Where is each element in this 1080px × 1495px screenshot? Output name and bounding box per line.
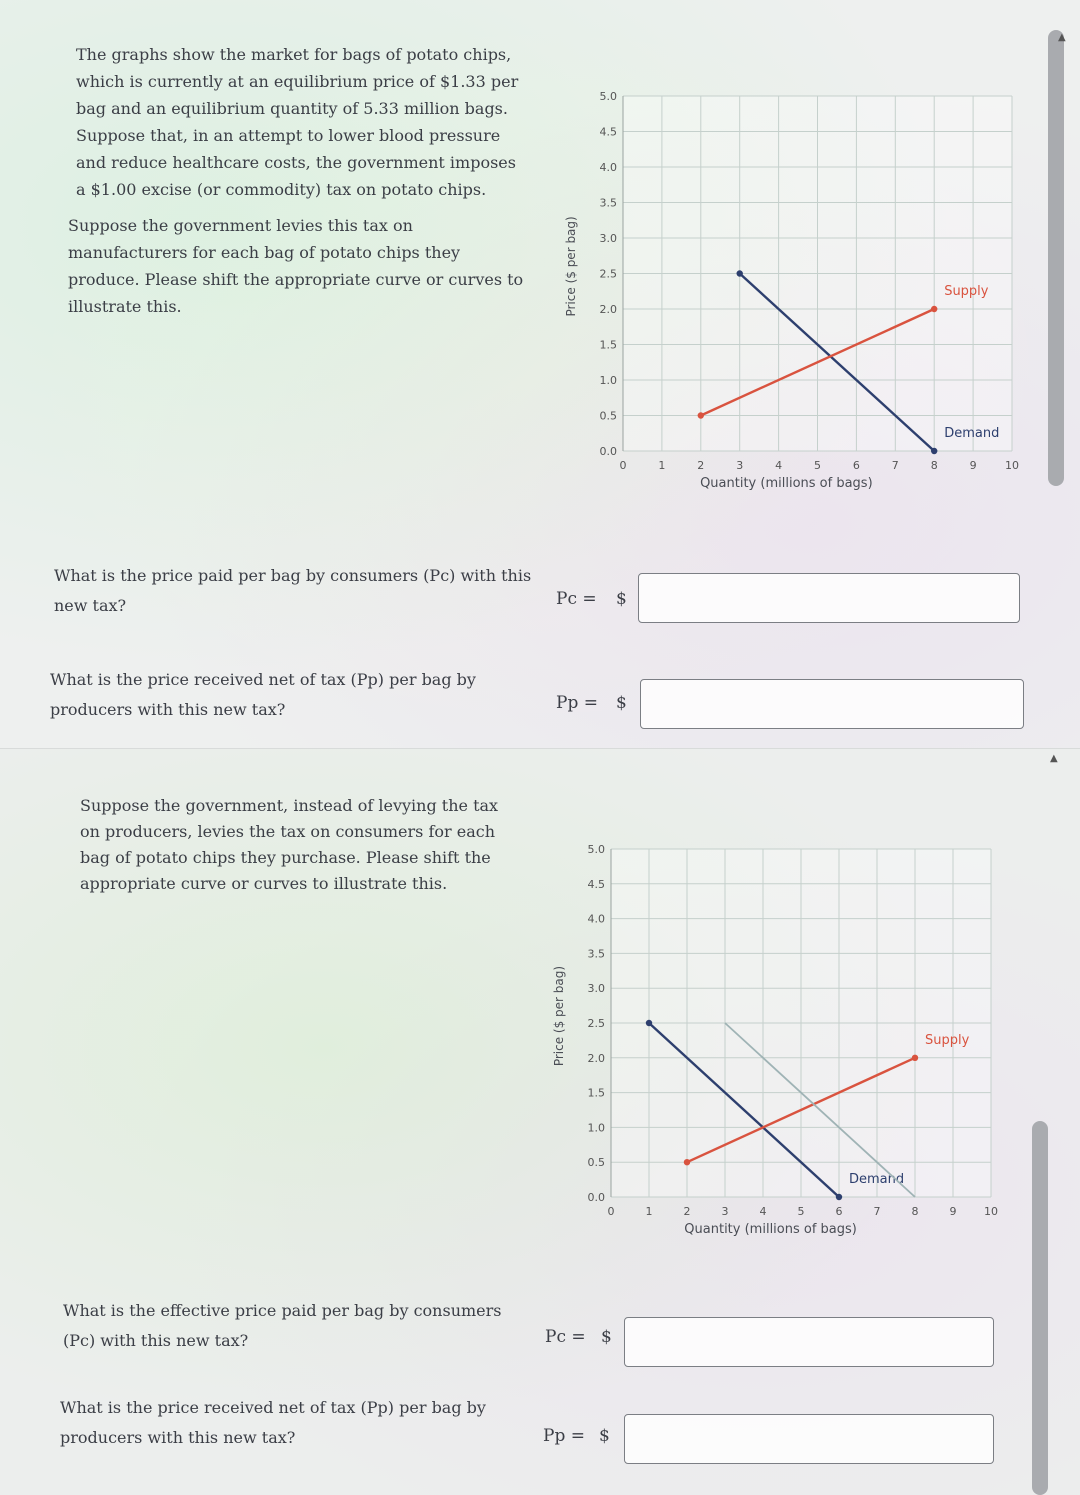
x-tick-label: 8: [930, 459, 938, 472]
dollar-sign: $: [616, 589, 627, 609]
x-tick-label: 5: [814, 459, 821, 472]
question-consumer-price: What is the price paid per bag by consumers (Pc) with this new tax?: [54, 566, 532, 615]
x-tick-label: 2: [683, 1205, 691, 1218]
supply-point: [912, 1055, 918, 1061]
scroll-up-icon[interactable]: ▲: [1058, 32, 1066, 43]
x-tick-label: 3: [736, 459, 744, 472]
consumer-price-input[interactable]: [624, 1317, 994, 1367]
supply-point: [931, 306, 937, 312]
y-tick-label: 2.5: [599, 267, 617, 281]
question-consumer-price: What is the effective price paid per bag by consumers (Pc) with this new tax?: [63, 1301, 502, 1350]
instruction-paragraph: Suppose the government, instead of levying the tax on producers, levies the tax on consumers for each bag of potato chips they purchase. Please shift the appropriate curve or curves to illustrate this.: [80, 796, 499, 893]
intro-paragraph: The graphs show the market for bags of potato chips, which is currently at an equilibrium price of $1.33 per bag and an equilibrium quantity of 5.33 million bags. Suppose that, in an attempt to lower blood pressure and reduce healthcare costs, the government imposes a $1.00 excise (or commodity) tax on potato chips.: [76, 45, 519, 199]
pp-label: Pp =: [543, 1426, 585, 1446]
dollar-sign: $: [599, 1426, 610, 1446]
y-axis-label: Price ($ per bag): [552, 965, 566, 1067]
x-tick-label: 1: [645, 1205, 653, 1218]
demand-point: [836, 1194, 842, 1200]
y-tick-label: 3.0: [599, 232, 617, 245]
y-tick-label: 0.0: [599, 445, 617, 458]
y-tick-label: 1.5: [599, 338, 617, 352]
supply-demand-chart-2[interactable]: [552, 837, 1015, 1247]
plot-area: [552, 843, 998, 1237]
consumer-price-input[interactable]: [638, 573, 1020, 623]
y-tick-label: 2.0: [599, 303, 617, 316]
y-tick-label: 0.0: [587, 1191, 605, 1204]
y-tick-label: 3.5: [587, 947, 605, 961]
y-tick-label: 3.5: [599, 196, 617, 210]
pc-label: Pc =: [545, 1327, 586, 1347]
y-tick-label: 4.5: [599, 125, 617, 139]
x-axis-label: Quantity (millions of bags): [700, 476, 873, 491]
demand-point: [646, 1020, 652, 1026]
scrollbar-thumb[interactable]: [1032, 1121, 1048, 1495]
y-tick-label: 5.0: [599, 90, 617, 103]
supply-point: [698, 412, 704, 418]
y-axis-label: Price ($ per bag): [564, 216, 578, 317]
dollar-sign: $: [601, 1327, 612, 1347]
y-tick-label: 3.0: [587, 982, 605, 996]
x-tick-label: 4: [775, 459, 783, 472]
y-tick-label: 5.0: [587, 843, 605, 856]
x-tick-label: 5: [797, 1205, 805, 1218]
question-panel-consumer-tax: [0, 749, 1080, 1495]
supply-point: [684, 1159, 690, 1165]
x-tick-label: 9: [969, 459, 977, 472]
pp-label: Pp =: [556, 693, 598, 713]
supply-label: Supply: [944, 284, 989, 299]
x-tick-label: 7: [873, 1205, 881, 1218]
plot-area: [564, 90, 1019, 491]
y-tick-label: 2.5: [587, 1017, 605, 1030]
dollar-sign: $: [616, 693, 627, 713]
demand-label: Demand: [849, 1172, 905, 1187]
x-tick-label: 1: [658, 459, 666, 472]
demand-point: [737, 270, 743, 276]
producer-price-input[interactable]: [624, 1414, 994, 1464]
x-tick-label: 8: [911, 1205, 919, 1218]
x-tick-label: 10: [984, 1205, 998, 1218]
supply-label: Supply: [925, 1032, 970, 1048]
question-producer-price: What is the price received net of tax (Pp) per bag by producers with this new tax?: [50, 670, 476, 719]
x-tick-label: 6: [852, 459, 860, 472]
y-tick-label: 0.5: [587, 1156, 605, 1170]
x-tick-label: 9: [949, 1205, 957, 1218]
x-tick-label: 10: [1005, 459, 1019, 472]
y-tick-label: 1.0: [599, 374, 617, 387]
scrollbar-thumb[interactable]: [1048, 30, 1064, 486]
y-tick-label: 4.0: [587, 912, 605, 926]
x-tick-label: 0: [607, 1205, 615, 1218]
producer-price-input[interactable]: [640, 679, 1024, 729]
demand-point: [931, 448, 937, 454]
x-tick-label: 0: [619, 459, 627, 472]
question-producer-price: What is the price received net of tax (Pp) per bag by producers with this new tax?: [60, 1398, 486, 1447]
scroll-up-icon[interactable]: ▲: [1050, 753, 1058, 764]
x-axis-label: Quantity (millions of bags): [684, 1222, 857, 1237]
demand-label: Demand: [944, 426, 1000, 441]
y-tick-label: 4.5: [587, 877, 605, 891]
y-tick-label: 2.0: [587, 1051, 605, 1065]
y-tick-label: 1.0: [587, 1121, 605, 1135]
supply-demand-chart-1[interactable]: [560, 85, 1030, 495]
x-tick-label: 3: [721, 1205, 729, 1218]
y-tick-label: 0.5: [599, 409, 617, 423]
pc-label: Pc =: [556, 589, 597, 609]
x-tick-label: 4: [759, 1205, 767, 1218]
instruction-paragraph: Suppose the government levies this tax on manufacturers for each bag of potato chips they produce. Please shift the appropriate curve or curves to illustrate this.: [68, 216, 524, 316]
x-tick-label: 6: [835, 1205, 843, 1218]
x-tick-label: 7: [891, 459, 899, 472]
y-tick-label: 4.0: [599, 161, 617, 174]
y-tick-label: 1.5: [587, 1086, 605, 1100]
x-tick-label: 2: [697, 459, 705, 472]
